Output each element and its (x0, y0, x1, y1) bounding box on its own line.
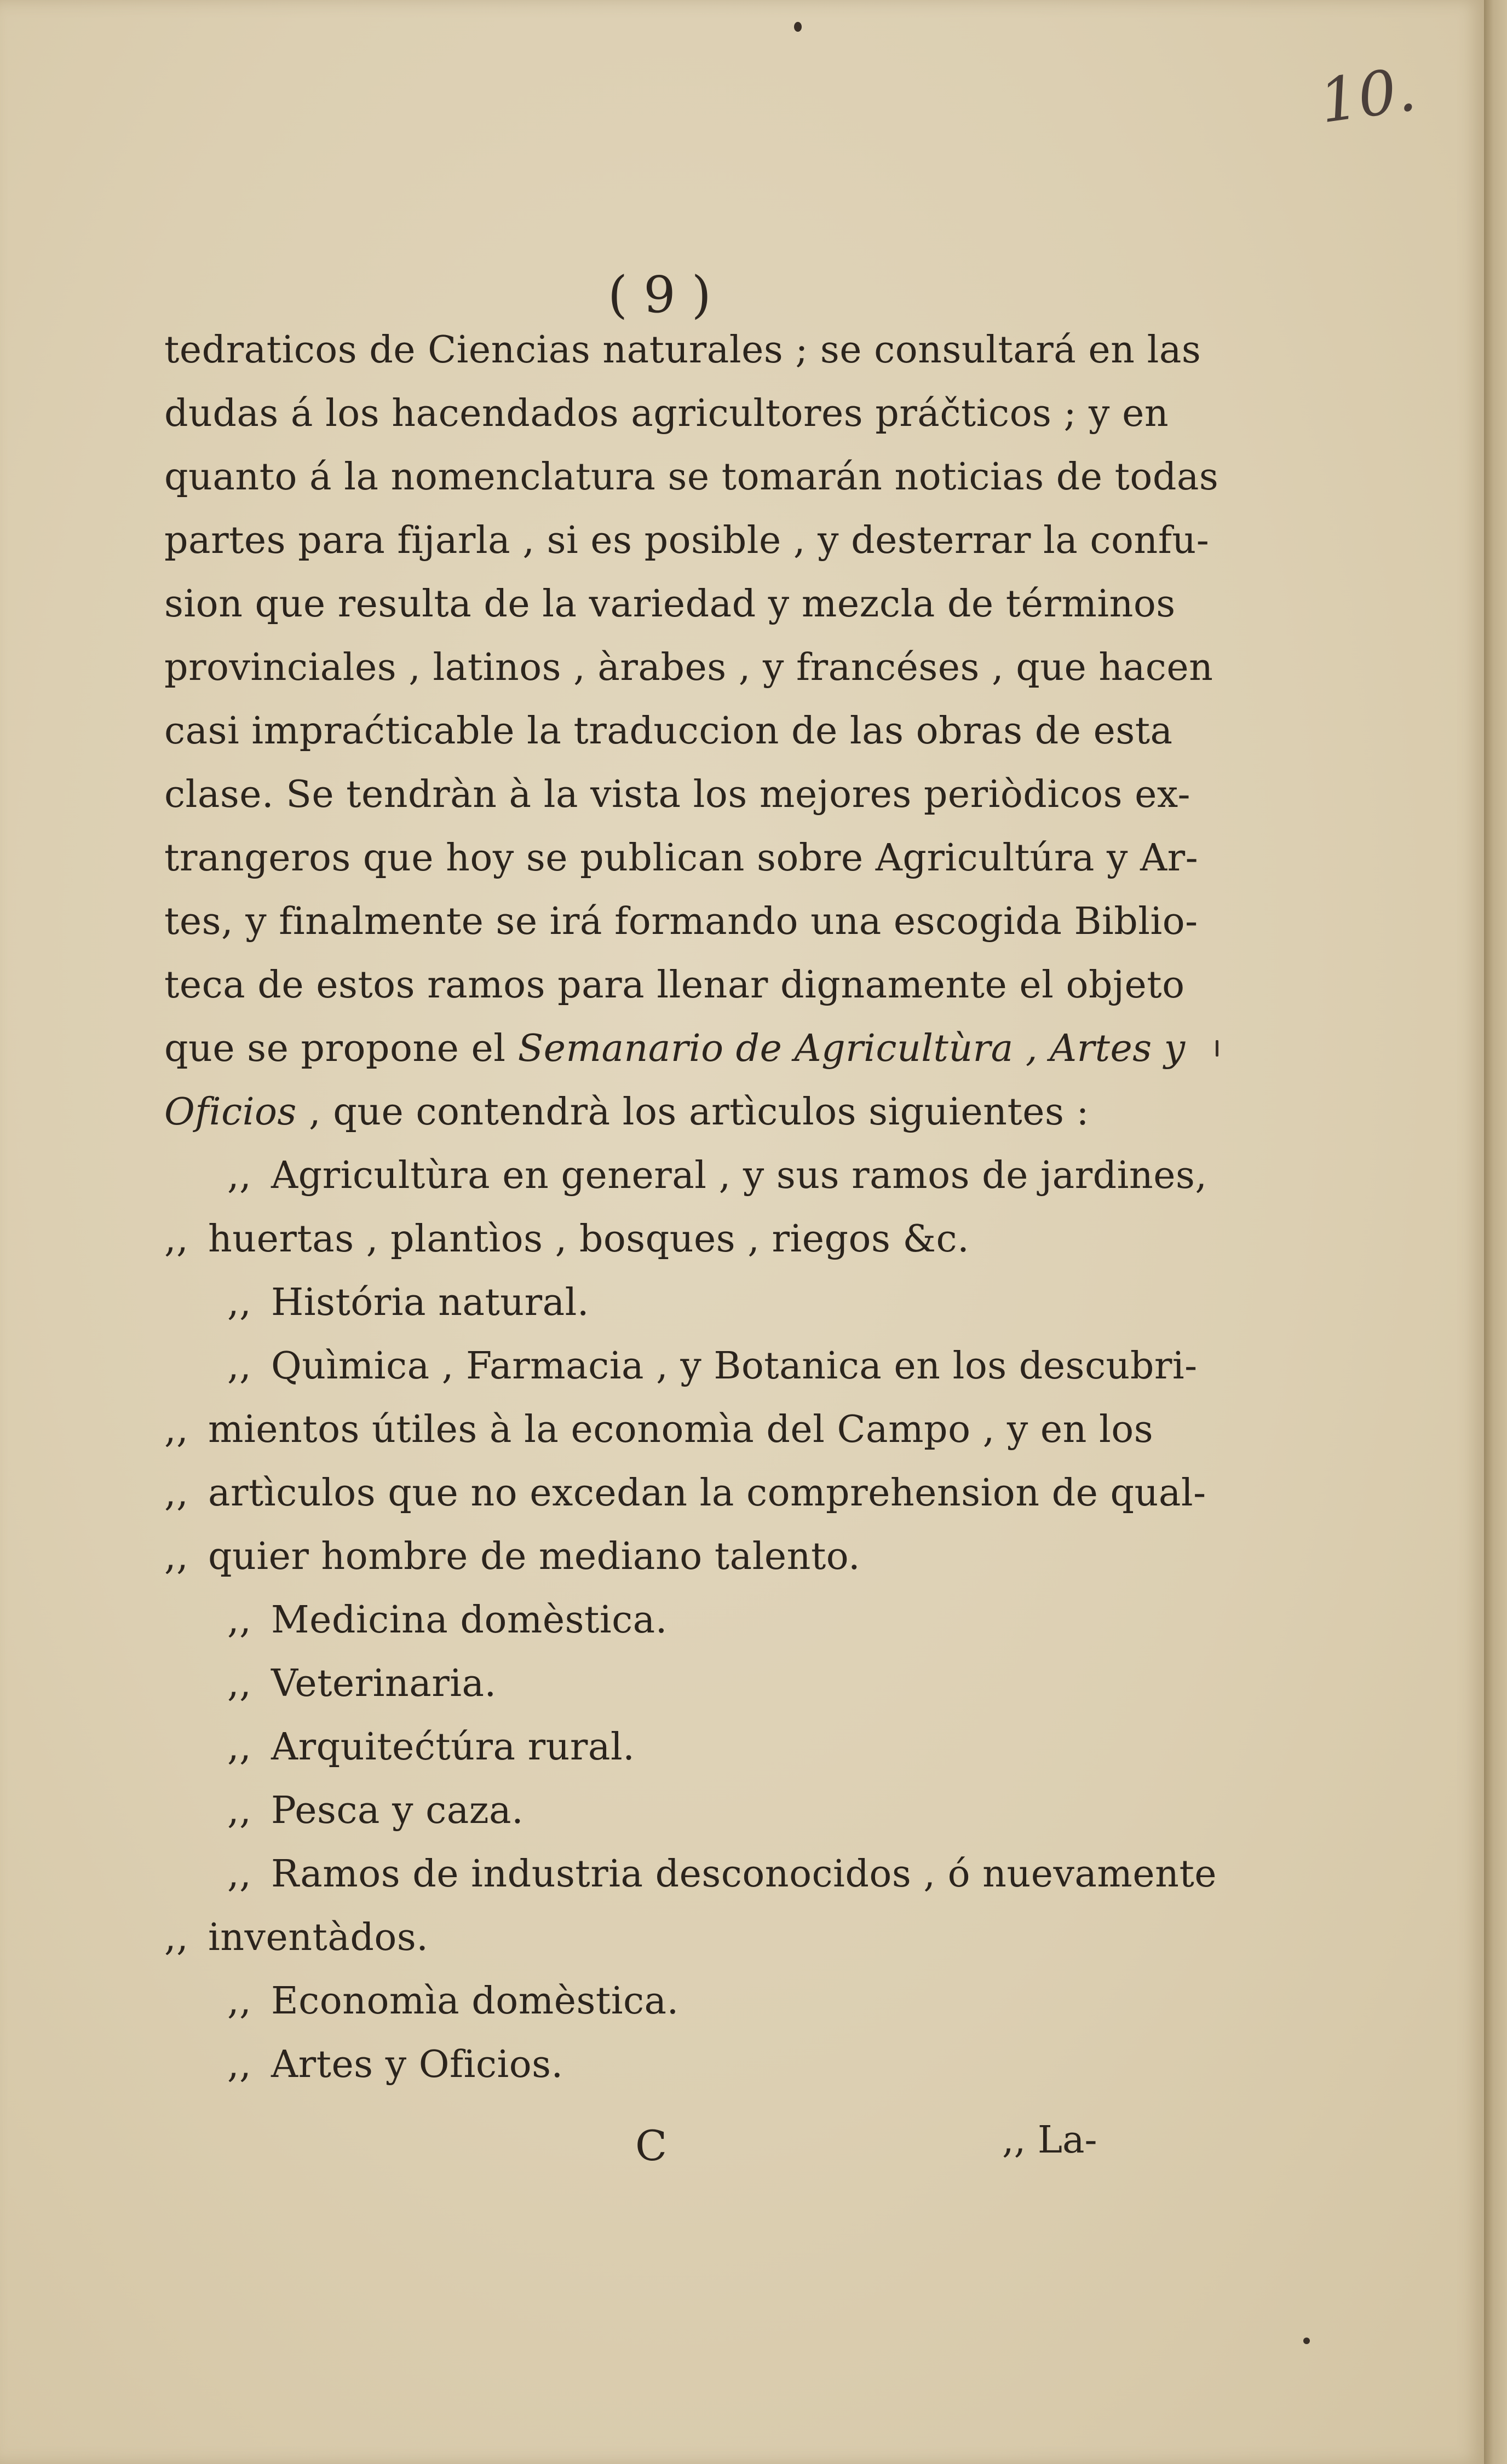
list-continuation (164, 1916, 428, 1959)
text-line: sion que resulta de la variedad y mezcla de términos (164, 582, 1176, 626)
list-item (227, 1726, 635, 1769)
ink-speck (1216, 1040, 1218, 1057)
list-continuation (164, 1408, 1153, 1451)
list-item-text: Ramos de industria desconocidos , ó nuevamente (271, 1853, 1217, 1896)
text-line: dudas á los hacendados agricultores práčticos ; y en (164, 392, 1169, 435)
signature-mark: C (635, 2121, 668, 2170)
text-line: provinciales , latinos , àrabes , y francéses , que hacen (164, 646, 1213, 689)
quote-mark: ,, (227, 1599, 252, 1642)
list-item (227, 1853, 1217, 1896)
text-line: teca de estos ramos para llenar dignamente el objeto (164, 963, 1185, 1007)
page-number: ( 9 ) (608, 266, 711, 324)
list-item-text: História natural. (271, 1281, 589, 1324)
ink-speck (1303, 2338, 1310, 2344)
list-item (227, 1789, 524, 1832)
quote-mark: ,, (227, 1662, 252, 1705)
quote-mark: ,, (164, 1535, 189, 1578)
quote-mark: ,, (164, 1408, 189, 1451)
text-line: clase. Se tendràn à la vista los mejores periòdicos ex- (164, 773, 1190, 816)
text-line: tedraticos de Ciencias naturales ; se consultará en las (164, 328, 1201, 372)
quote-mark: ,, (227, 1853, 252, 1896)
quote-mark: ,, (164, 1472, 189, 1515)
text-line: casi impraćticable la traduccion de las obras de esta (164, 709, 1173, 753)
list-item-text: inventàdos. (208, 1916, 429, 1959)
list-item (227, 1154, 1207, 1197)
text-line (164, 1090, 1089, 1134)
text-line: partes para fijarla , si es posible , y desterrar la confu- (164, 519, 1210, 562)
list-item-text: quier hombre de mediano talento. (208, 1535, 861, 1578)
quote-mark: ,, (164, 1217, 189, 1261)
list-item-text: Pesca y caza. (271, 1789, 524, 1832)
list-item (227, 1599, 668, 1642)
list-item-text: Arquitećtúra rural. (271, 1726, 635, 1769)
catchword: ,, La- (1002, 2119, 1097, 2162)
list-item-text: Quìmica , Farmacia , y Botanica en los descubri- (271, 1344, 1198, 1388)
text-span: que se propone el (164, 1027, 518, 1070)
page-edge (1484, 0, 1507, 2464)
quote-mark: ,, (227, 1344, 252, 1388)
list-item (227, 1980, 679, 2023)
quote-mark: ,, (227, 1154, 252, 1197)
list-item-text: Artes y Oficios. (271, 2043, 563, 2086)
text-line: trangeros que hoy se publican sobre Agricultúra y Ar- (164, 836, 1199, 880)
list-item-text: artìculos que no excedan la comprehension de qual- (208, 1472, 1206, 1515)
list-item-text: Economìa domèstica. (271, 1980, 679, 2023)
list-continuation (164, 1217, 969, 1261)
list-item-text: mientos útiles à la economìa del Campo , y en los (208, 1408, 1154, 1451)
list-continuation (164, 1472, 1206, 1515)
list-item-text: Medicina domèstica. (271, 1599, 668, 1642)
archive-mark: 10. (1315, 54, 1420, 137)
quote-mark: ,, (227, 1980, 252, 2023)
list-item (227, 1662, 497, 1705)
journal-title-italic: Oficios (164, 1090, 297, 1134)
quote-mark: ,, (227, 1789, 252, 1832)
list-item (227, 1281, 589, 1324)
text-span: , que contendrà los artìculos siguientes : (296, 1090, 1089, 1134)
text-line: quanto á la nomenclatura se tomarán noticias de todas (164, 455, 1219, 499)
quote-mark: ,, (227, 1726, 252, 1769)
list-item-text: Agricultùra en general , y sus ramos de jardines, (271, 1154, 1207, 1197)
list-item-text: huertas , plantìos , bosques , riegos &c. (208, 1217, 970, 1261)
list-item-text: Veterinaria. (271, 1662, 497, 1705)
text-line: tes, y finalmente se irá formando una escogida Biblio- (164, 900, 1198, 943)
quote-mark: ,, (227, 1281, 252, 1324)
list-item (227, 1344, 1198, 1388)
quote-mark: ,, (164, 1916, 189, 1959)
quote-mark: ,, (227, 2043, 252, 2086)
text-line (164, 1027, 1186, 1070)
list-item (227, 2043, 563, 2086)
journal-title-italic: Semanario de Agricultùra , Artes y (517, 1027, 1186, 1070)
list-continuation (164, 1535, 860, 1578)
ink-speck (794, 22, 802, 32)
